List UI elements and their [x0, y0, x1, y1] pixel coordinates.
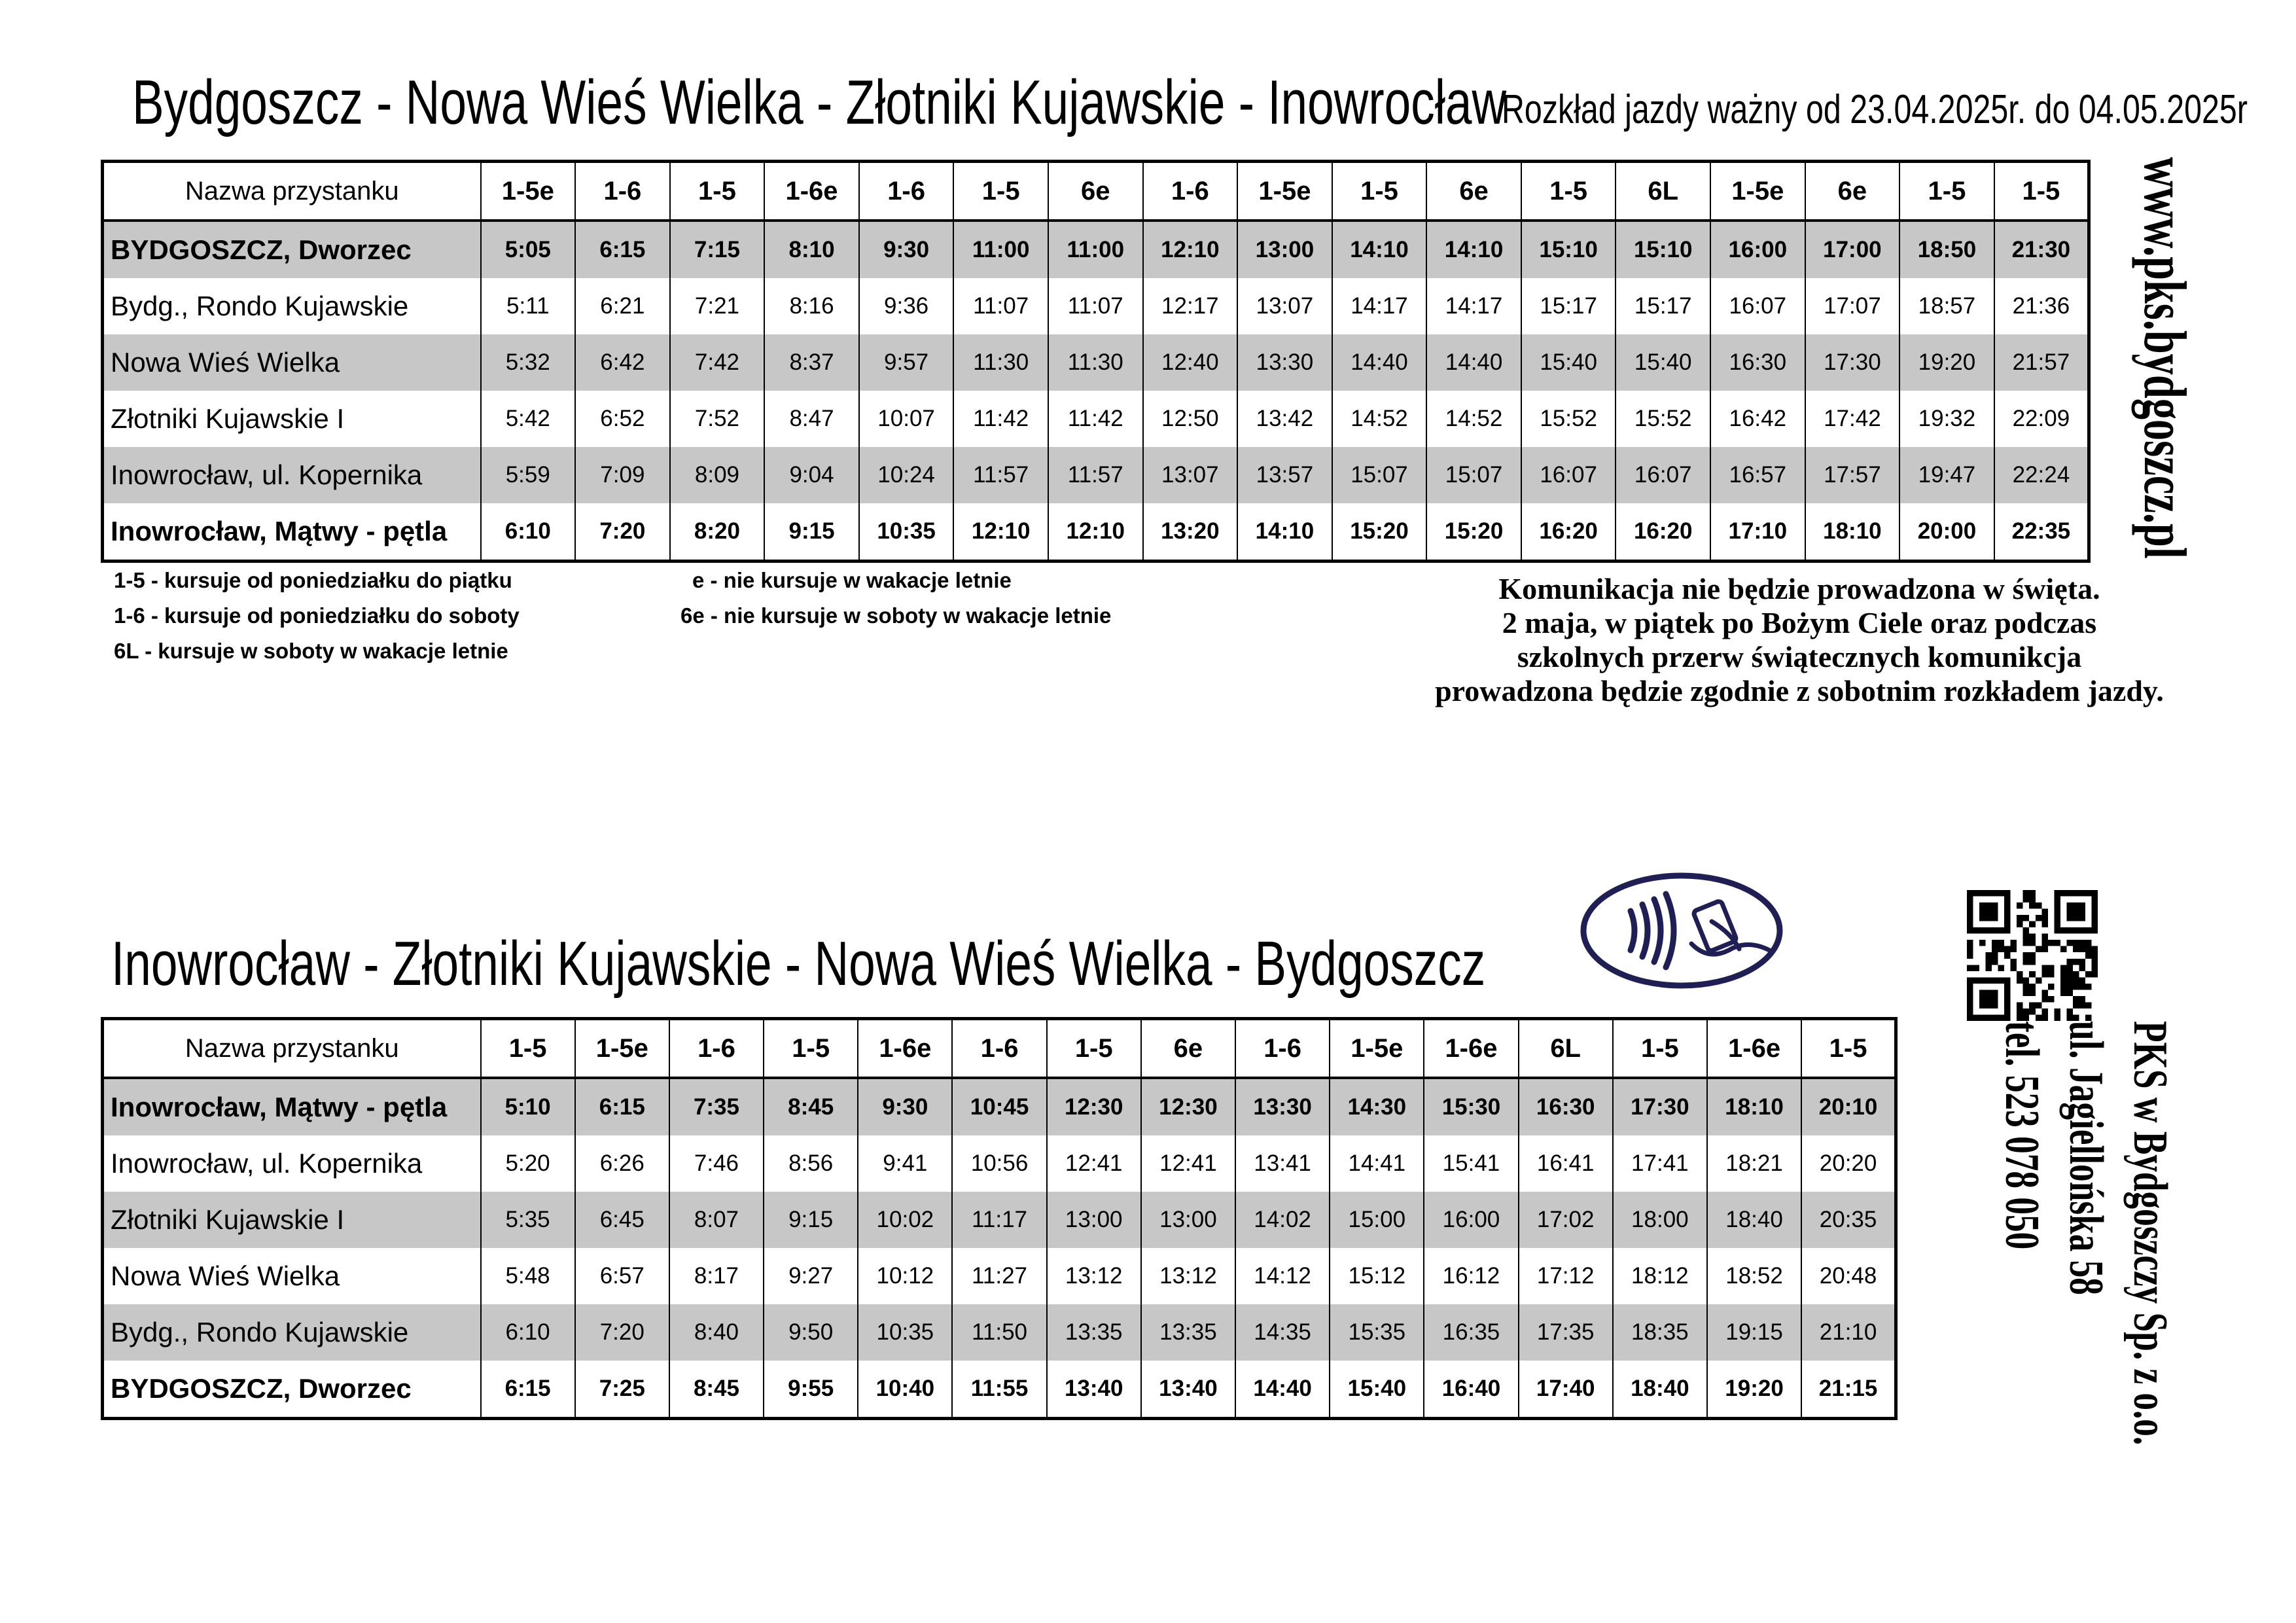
departure-time: 10:45 — [952, 1078, 1046, 1135]
departure-time: 6:10 — [481, 503, 576, 562]
departure-time: 18:52 — [1707, 1248, 1801, 1304]
departure-time: 15:40 — [1521, 334, 1616, 391]
departure-time: 16:07 — [1521, 447, 1616, 503]
departure-time: 15:35 — [1330, 1304, 1424, 1361]
departure-time: 13:00 — [1047, 1192, 1141, 1248]
stop-name: Bydg., Rondo Kujawskie — [103, 1304, 481, 1361]
header-service-code: 1-6e — [1707, 1019, 1801, 1079]
departure-time: 8:07 — [669, 1192, 764, 1248]
departure-time: 17:30 — [1805, 334, 1900, 391]
departure-time: 12:40 — [1143, 334, 1238, 391]
departure-time: 15:10 — [1521, 221, 1616, 278]
departure-time: 14:10 — [1332, 221, 1427, 278]
departure-time: 16:30 — [1710, 334, 1805, 391]
stop-name: Złotniki Kujawskie I — [103, 391, 481, 447]
departure-time: 18:50 — [1899, 221, 1994, 278]
departure-time: 9:27 — [764, 1248, 858, 1304]
departure-time: 7:46 — [669, 1135, 764, 1192]
departure-time: 10:35 — [858, 1304, 952, 1361]
departure-time: 15:40 — [1330, 1361, 1424, 1419]
departure-time: 20:48 — [1801, 1248, 1896, 1304]
departure-time: 17:57 — [1805, 447, 1900, 503]
departure-time: 14:52 — [1332, 391, 1427, 447]
departure-time: 6:57 — [575, 1248, 669, 1304]
departure-time: 5:20 — [481, 1135, 575, 1192]
departure-time: 18:57 — [1899, 278, 1994, 334]
header-service-code: 6e — [1048, 162, 1143, 221]
header-row — [103, 1019, 1896, 1079]
header-service-code: 1-5 — [1521, 162, 1616, 221]
departure-time: 8:09 — [670, 447, 765, 503]
departure-time: 19:20 — [1899, 334, 1994, 391]
departure-time: 11:50 — [952, 1304, 1046, 1361]
notice-line: prowadzona będzie zgodnie z sobotnim rozkładem jazdy. — [1435, 674, 2164, 707]
departure-time: 14:10 — [1426, 221, 1521, 278]
departure-time: 16:12 — [1424, 1248, 1518, 1304]
departure-time: 14:52 — [1426, 391, 1521, 447]
table-row — [103, 391, 2089, 447]
departure-time: 12:10 — [953, 503, 1048, 562]
departure-time: 9:55 — [764, 1361, 858, 1419]
departure-time: 7:25 — [575, 1361, 669, 1419]
header-service-code: 1-5 — [1994, 162, 2089, 221]
departure-time: 19:15 — [1707, 1304, 1801, 1361]
departure-time: 11:07 — [953, 278, 1048, 334]
departure-time: 6:15 — [481, 1361, 575, 1419]
departure-time: 10:12 — [858, 1248, 952, 1304]
header-service-code: 1-5 — [953, 162, 1048, 221]
header-service-code: 1-5 — [670, 162, 765, 221]
header-service-code: 1-6 — [1143, 162, 1238, 221]
departure-time: 13:20 — [1143, 503, 1238, 562]
departure-time: 14:02 — [1235, 1192, 1330, 1248]
header-service-code: 6L — [1519, 1019, 1613, 1079]
departure-time: 17:00 — [1805, 221, 1900, 278]
departure-time: 7:35 — [669, 1078, 764, 1135]
header-service-code: 1-6e — [858, 1019, 952, 1079]
departure-time: 17:35 — [1519, 1304, 1613, 1361]
departure-time: 9:36 — [859, 278, 954, 334]
stop-name: Inowrocław, Mątwy - pętla — [103, 503, 481, 562]
departure-time: 7:09 — [575, 447, 670, 503]
departure-time: 8:10 — [764, 221, 859, 278]
stop-name: Inowrocław, ul. Kopernika — [103, 1135, 481, 1192]
header-stop-name: Nazwa przystanku — [103, 162, 481, 221]
header-service-code: 1-5e — [1330, 1019, 1424, 1079]
departure-time: 15:17 — [1521, 278, 1616, 334]
departure-time: 6:45 — [575, 1192, 669, 1248]
departure-time: 18:10 — [1707, 1078, 1801, 1135]
table-row — [103, 1361, 1896, 1419]
header-service-code: 6e — [1805, 162, 1900, 221]
departure-time: 8:16 — [764, 278, 859, 334]
header-service-code: 1-6 — [1235, 1019, 1330, 1079]
departure-time: 15:07 — [1426, 447, 1521, 503]
departure-time: 11:57 — [953, 447, 1048, 503]
departure-time: 5:32 — [481, 334, 576, 391]
departure-time: 16:57 — [1710, 447, 1805, 503]
departure-time: 6:15 — [575, 221, 670, 278]
table-row — [103, 1248, 1896, 1304]
departure-time: 6:21 — [575, 278, 670, 334]
departure-time: 9:50 — [764, 1304, 858, 1361]
departure-time: 10:35 — [859, 503, 954, 562]
departure-time: 15:40 — [1616, 334, 1710, 391]
departure-time: 6:42 — [575, 334, 670, 391]
company-address: ul. Jagiellońska 58 — [2059, 1021, 2113, 1295]
company-info — [1990, 1021, 2182, 1445]
header-service-code: 6e — [1426, 162, 1521, 221]
departure-time: 5:10 — [481, 1078, 575, 1135]
timetable-route2 — [101, 1017, 1898, 1420]
departure-time: 8:45 — [669, 1361, 764, 1419]
departure-time: 7:42 — [670, 334, 765, 391]
departure-time: 16:35 — [1424, 1304, 1518, 1361]
header-service-code: 1-5 — [481, 1019, 575, 1079]
departure-time: 13:42 — [1237, 391, 1332, 447]
departure-time: 9:30 — [858, 1078, 952, 1135]
departure-time: 18:10 — [1805, 503, 1900, 562]
departure-time: 14:40 — [1332, 334, 1427, 391]
stop-name: Nowa Wieś Wielka — [103, 334, 481, 391]
departure-time: 12:41 — [1141, 1135, 1235, 1192]
departure-time: 19:47 — [1899, 447, 1994, 503]
table-row — [103, 334, 2089, 391]
timetable-route1 — [101, 160, 2091, 563]
departure-time: 12:10 — [1143, 221, 1238, 278]
company-name: PKS w Bydgoszczy Sp. z o.o. — [2123, 1021, 2177, 1446]
departure-time: 14:30 — [1330, 1078, 1424, 1135]
departure-time: 14:17 — [1426, 278, 1521, 334]
departure-time: 20:10 — [1801, 1078, 1896, 1135]
notice-line: szkolnych przerw świątecznych komunikcja — [1517, 640, 2082, 673]
departure-time: 11:00 — [1048, 221, 1143, 278]
header-stop-name: Nazwa przystanku — [103, 1019, 481, 1079]
departure-time: 14:12 — [1235, 1248, 1330, 1304]
departure-time: 15:52 — [1616, 391, 1710, 447]
departure-time: 12:10 — [1048, 503, 1143, 562]
departure-time: 14:35 — [1235, 1304, 1330, 1361]
legend-6L: 6L - kursuje w soboty w wakacje letnie — [114, 639, 508, 663]
departure-time: 12:30 — [1141, 1078, 1235, 1135]
legend-e: e - nie kursuje w wakacje letnie — [692, 568, 1012, 592]
departure-time: 15:07 — [1332, 447, 1427, 503]
table-row — [103, 447, 2089, 503]
departure-time: 13:40 — [1141, 1361, 1235, 1419]
departure-time: 11:27 — [952, 1248, 1046, 1304]
departure-time: 7:21 — [670, 278, 765, 334]
departure-time: 17:10 — [1710, 503, 1805, 562]
departure-time: 14:17 — [1332, 278, 1427, 334]
departure-time: 16:30 — [1519, 1078, 1613, 1135]
stop-name: Złotniki Kujawskie I — [103, 1192, 481, 1248]
qr-code — [1964, 890, 2101, 1021]
departure-time: 18:12 — [1613, 1248, 1707, 1304]
departure-time: 18:00 — [1613, 1192, 1707, 1248]
departure-time: 5:48 — [481, 1248, 575, 1304]
departure-time: 17:30 — [1613, 1078, 1707, 1135]
notice-line: Komunikacja nie będzie prowadzona w święta. — [1498, 572, 2100, 605]
departure-time: 5:35 — [481, 1192, 575, 1248]
departure-time: 14:10 — [1237, 503, 1332, 562]
departure-time: 14:40 — [1426, 334, 1521, 391]
departure-time: 12:30 — [1047, 1078, 1141, 1135]
departure-time: 16:41 — [1519, 1135, 1613, 1192]
stop-name: Inowrocław, Mątwy - pętla — [103, 1078, 481, 1135]
departure-time: 17:12 — [1519, 1248, 1613, 1304]
departure-time: 20:35 — [1801, 1192, 1896, 1248]
header-service-code: 1-6 — [575, 162, 670, 221]
departure-time: 13:12 — [1141, 1248, 1235, 1304]
departure-time: 9:30 — [859, 221, 954, 278]
departure-time: 15:30 — [1424, 1078, 1518, 1135]
departure-time: 8:56 — [764, 1135, 858, 1192]
header-row — [103, 162, 2089, 221]
departure-time: 13:00 — [1141, 1192, 1235, 1248]
departure-time: 9:04 — [764, 447, 859, 503]
header-service-code: 6L — [1616, 162, 1710, 221]
departure-time: 15:00 — [1330, 1192, 1424, 1248]
departure-time: 7:52 — [670, 391, 765, 447]
departure-time: 18:21 — [1707, 1135, 1801, 1192]
departure-time: 10:40 — [858, 1361, 952, 1419]
departure-time: 17:40 — [1519, 1361, 1613, 1419]
stop-name: Inowrocław, ul. Kopernika — [103, 447, 481, 503]
departure-time: 6:15 — [575, 1078, 669, 1135]
departure-time: 20:20 — [1801, 1135, 1896, 1192]
departure-time: 9:15 — [764, 503, 859, 562]
departure-time: 9:41 — [858, 1135, 952, 1192]
header-service-code: 1-5 — [1332, 162, 1427, 221]
departure-time: 9:57 — [859, 334, 954, 391]
departure-time: 16:42 — [1710, 391, 1805, 447]
departure-time: 12:41 — [1047, 1135, 1141, 1192]
departure-time: 13:35 — [1141, 1304, 1235, 1361]
notice-line: 2 maja, w piątek po Bożym Ciele oraz podczas — [1502, 606, 2097, 639]
header-service-code: 1-5e — [575, 1019, 669, 1079]
departure-time: 15:20 — [1426, 503, 1521, 562]
departure-time: 11:00 — [953, 221, 1048, 278]
departure-time: 10:07 — [859, 391, 954, 447]
departure-time: 8:45 — [764, 1078, 858, 1135]
holiday-notice — [1341, 572, 2257, 708]
header-service-code: 1-5 — [1613, 1019, 1707, 1079]
departure-time: 16:20 — [1616, 503, 1710, 562]
table-row — [103, 278, 2089, 334]
departure-time: 16:00 — [1710, 221, 1805, 278]
departure-time: 11:30 — [1048, 334, 1143, 391]
legend-6e: 6e - nie kursuje w soboty w wakacje letnie — [680, 603, 1112, 628]
departure-time: 15:10 — [1616, 221, 1710, 278]
departure-time: 17:42 — [1805, 391, 1900, 447]
departure-time: 15:20 — [1332, 503, 1427, 562]
departure-time: 18:35 — [1613, 1304, 1707, 1361]
departure-time: 13:40 — [1047, 1361, 1141, 1419]
departure-time: 13:07 — [1143, 447, 1238, 503]
departure-time: 5:59 — [481, 447, 576, 503]
departure-time: 17:02 — [1519, 1192, 1613, 1248]
departure-time: 5:11 — [481, 278, 576, 334]
route2-title: Inowrocław - Złotniki Kujawskie - Nowa Wieś Wielka - Bydgoszcz — [111, 929, 1486, 999]
departure-time: 8:40 — [669, 1304, 764, 1361]
header-service-code: 1-5e — [1237, 162, 1332, 221]
company-phone[interactable]: tel. 523 078 050 — [1995, 1021, 2049, 1250]
departure-time: 19:32 — [1899, 391, 1994, 447]
departure-time: 16:20 — [1521, 503, 1616, 562]
departure-time: 21:15 — [1801, 1361, 1896, 1419]
departure-time: 15:52 — [1521, 391, 1616, 447]
contactless-payment-icon — [1577, 870, 1793, 991]
departure-time: 11:07 — [1048, 278, 1143, 334]
header-service-code: 1-6e — [1424, 1019, 1518, 1079]
departure-time: 7:15 — [670, 221, 765, 278]
legend-1-6: 1-6 - kursuje od poniedziałku do soboty — [114, 603, 520, 628]
departure-time: 6:52 — [575, 391, 670, 447]
departure-time: 22:09 — [1994, 391, 2089, 447]
departure-time: 22:35 — [1994, 503, 2089, 562]
header-service-code: 1-5e — [1710, 162, 1805, 221]
departure-time: 13:57 — [1237, 447, 1332, 503]
departure-time: 11:57 — [1048, 447, 1143, 503]
departure-time: 7:20 — [575, 1304, 669, 1361]
departure-time: 13:12 — [1047, 1248, 1141, 1304]
stop-name: Bydg., Rondo Kujawskie — [103, 278, 481, 334]
departure-time: 13:30 — [1235, 1078, 1330, 1135]
table-row — [103, 221, 2089, 278]
validity-period: Rozkład jazdy ważny od 23.04.2025r. do 04.05.2025r — [1502, 87, 2248, 132]
departure-time: 19:20 — [1707, 1361, 1801, 1419]
departure-time: 16:00 — [1424, 1192, 1518, 1248]
table-row — [103, 1192, 1896, 1248]
departure-time: 6:26 — [575, 1135, 669, 1192]
departure-time: 13:35 — [1047, 1304, 1141, 1361]
stop-name: BYDGOSZCZ, Dworzec — [103, 1361, 481, 1419]
departure-time: 21:10 — [1801, 1304, 1896, 1361]
departure-time: 14:41 — [1330, 1135, 1424, 1192]
departure-time: 11:30 — [953, 334, 1048, 391]
departure-time: 13:00 — [1237, 221, 1332, 278]
header-service-code: 1-5 — [1899, 162, 1994, 221]
header-service-code: 1-5 — [764, 1019, 858, 1079]
header-service-code: 1-5e — [481, 162, 576, 221]
departure-time: 13:30 — [1237, 334, 1332, 391]
departure-time: 21:30 — [1994, 221, 2089, 278]
departure-time: 16:07 — [1710, 278, 1805, 334]
departure-time: 8:47 — [764, 391, 859, 447]
website-url[interactable]: www.pks.bydgoszcz.pl — [2132, 157, 2199, 559]
departure-time: 15:17 — [1616, 278, 1710, 334]
departure-time: 14:40 — [1235, 1361, 1330, 1419]
departure-time: 9:15 — [764, 1192, 858, 1248]
departure-time: 12:17 — [1143, 278, 1238, 334]
departure-time: 10:24 — [859, 447, 954, 503]
departure-time: 11:42 — [1048, 391, 1143, 447]
departure-time: 13:41 — [1235, 1135, 1330, 1192]
departure-time: 15:41 — [1424, 1135, 1518, 1192]
table-row — [103, 503, 2089, 562]
departure-time: 10:02 — [858, 1192, 952, 1248]
departure-time: 22:24 — [1994, 447, 2089, 503]
departure-time: 12:50 — [1143, 391, 1238, 447]
header-service-code: 1-6 — [669, 1019, 764, 1079]
table-row — [103, 1135, 1896, 1192]
departure-time: 13:07 — [1237, 278, 1332, 334]
departure-time: 16:40 — [1424, 1361, 1518, 1419]
header-service-code: 1-5 — [1801, 1019, 1896, 1079]
stop-name: Nowa Wieś Wielka — [103, 1248, 481, 1304]
header-service-code: 6e — [1141, 1019, 1235, 1079]
departure-time: 15:12 — [1330, 1248, 1424, 1304]
header-service-code: 1-6 — [859, 162, 954, 221]
stop-name: BYDGOSZCZ, Dworzec — [103, 221, 481, 278]
header-service-code: 1-6e — [764, 162, 859, 221]
departure-time: 8:17 — [669, 1248, 764, 1304]
departure-time: 17:07 — [1805, 278, 1900, 334]
header-service-code: 1-5 — [1047, 1019, 1141, 1079]
departure-time: 11:17 — [952, 1192, 1046, 1248]
table-row — [103, 1304, 1896, 1361]
legend-1-5: 1-5 - kursuje od poniedziałku do piątku — [114, 568, 512, 592]
departure-time: 7:20 — [575, 503, 670, 562]
departure-time: 18:40 — [1613, 1361, 1707, 1419]
header-service-code: 1-6 — [952, 1019, 1046, 1079]
departure-time: 11:55 — [952, 1361, 1046, 1419]
departure-time: 21:36 — [1994, 278, 2089, 334]
departure-time: 20:00 — [1899, 503, 1994, 562]
departure-time: 5:42 — [481, 391, 576, 447]
departure-time: 21:57 — [1994, 334, 2089, 391]
table-row — [103, 1078, 1896, 1135]
route1-title: Bydgoszcz - Nowa Wieś Wielka - Złotniki Kujawskie - Inowrocław — [132, 67, 1507, 137]
departure-time: 11:42 — [953, 391, 1048, 447]
departure-time: 17:41 — [1613, 1135, 1707, 1192]
departure-time: 16:07 — [1616, 447, 1710, 503]
departure-time: 5:05 — [481, 221, 576, 278]
departure-time: 10:56 — [952, 1135, 1046, 1192]
departure-time: 18:40 — [1707, 1192, 1801, 1248]
departure-time: 8:37 — [764, 334, 859, 391]
departure-time: 8:20 — [670, 503, 765, 562]
departure-time: 6:10 — [481, 1304, 575, 1361]
